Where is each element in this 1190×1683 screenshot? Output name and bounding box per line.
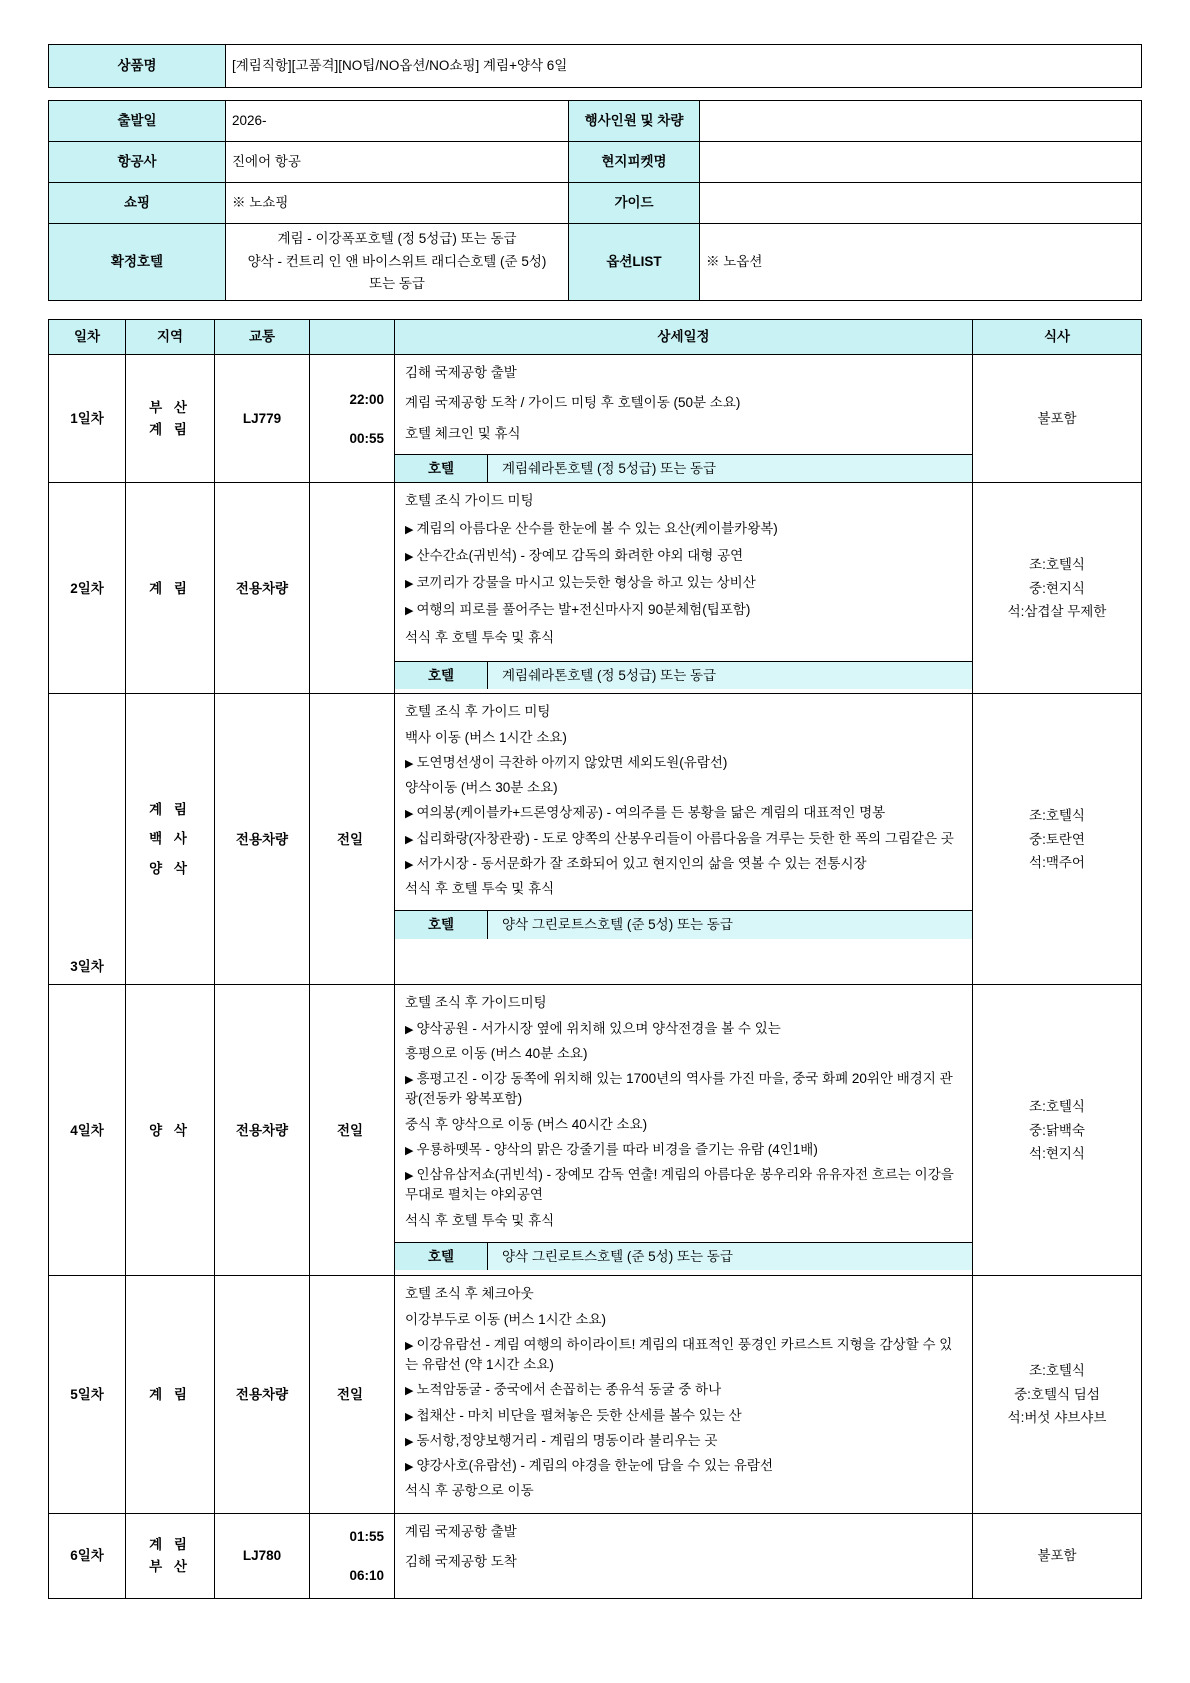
header-meal: 식사 [973,320,1142,355]
product-table [48,44,1142,88]
picket-value [700,142,1142,183]
detail-line: 석식 후 호텔 투숙 및 휴식 [405,629,555,645]
itinerary-header-row [49,320,1142,355]
meal-line: 중:호텔식 딤섬 [1014,1386,1100,1402]
area-label: 백 사 [149,831,191,847]
detail-line: ▶ 우룡하뗏목 - 양삭의 맑은 강줄기를 따라 비경을 즐기는 유람 (4인1배) [405,1140,962,1160]
transport-cell: 전용차량 [215,483,310,694]
transport-cell: LJ780 [215,1513,310,1598]
hotel-label: 확정호텔 [49,224,226,301]
meal-cell [973,1276,1142,1513]
detail-line: 호텔 조식 후 가이드미팅 [405,995,547,1011]
detail-line: 계림 국제공항 출발 [405,1523,517,1539]
shopping-value: ※ 노쇼핑 [226,183,569,224]
meal-line: 석:현지식 [1029,1146,1085,1162]
detail-line: 석식 후 공항으로 이동 [405,1483,534,1499]
header-area: 지역 [126,320,215,355]
meal-line: 조:호텔식 [1029,1098,1085,1114]
detail-line: 김해 국제공항 출발 [405,365,517,380]
meal-cell [973,694,1142,985]
detail-line: 호텔 조식 후 가이드 미팅 [405,704,551,720]
detail-line: ▶ 서가시장 - 동서문화가 잘 조화되어 있고 현지인의 삶을 엿볼 수 있는 전통시장 [405,854,962,874]
hotel-row [395,454,972,483]
detail-cell [395,1513,973,1598]
picket-label: 현지피켓명 [569,142,700,183]
detail-line: 중식 후 양삭으로 이동 (버스 40시간 소요) [405,1116,648,1132]
itinerary-body [49,355,1142,1599]
area-label: 계 림 [149,421,191,437]
meal-line: 불포함 [1037,1547,1077,1563]
time-cell [310,1513,395,1598]
meal-line: 조:호텔식 [1029,807,1085,823]
hotel-row-label: 호텔 [395,662,488,690]
area-cell [126,1513,215,1598]
guide-value [700,183,1142,224]
itinerary-day-row [49,355,1142,483]
meal-line: 조:호텔식 [1029,556,1085,572]
product-row [49,45,1142,88]
meal-line: 석:버섯 샤브샤브 [1007,1410,1107,1426]
area-label: 계 림 [149,580,191,596]
transport-cell: 전용차량 [215,694,310,985]
guide-label: 가이드 [569,183,700,224]
area-label: 양 삭 [149,1122,191,1138]
meal-line: 중:현지식 [1029,580,1085,596]
meal-cell [973,985,1142,1276]
detail-line: 호텔 조식 후 체크아웃 [405,1286,534,1302]
detail-line: 석식 후 호텔 투숙 및 휴식 [405,1212,555,1228]
detail-line: ▶ 인삼유삼저쇼(귀빈석) - 장예모 감독 연출! 계림의 아름다운 봉우리와 유유자전 흐르는 이강을 무대로 펼치는 야외공연 [405,1165,962,1206]
hotel-line-3: 또는 동급 [369,276,425,292]
airline-value: 진에어 항공 [226,142,569,183]
itinerary-day-row [49,1276,1142,1513]
detail-line: 양삭이동 (버스 30분 소요) [405,780,558,796]
product-value: [계림직항][고품격][NO팁/NO옵션/NO쇼핑] 계림+양삭 6일 [226,45,1142,88]
meal-line: 석:맥주어 [1029,855,1085,871]
transport-cell: LJ779 [215,355,310,483]
detail-lines [395,355,972,454]
detail-cell [395,355,973,483]
detail-line: 석식 후 호텔 투숙 및 휴식 [405,881,555,897]
detail-cell [395,694,973,985]
detail-line: ▶ 양삭공원 - 서가시장 옆에 위치해 있으며 양삭전경을 볼 수 있는 [405,1019,962,1039]
detail-line: ▶ 여의봉(케이블카+드론영상제공) - 여의주를 든 봉황을 닮은 계림의 대표적인 명봉 [405,803,962,823]
time-cell: 전일 [310,985,395,1276]
area-cell [126,483,215,694]
time-value: 01:55 [349,1528,384,1544]
area-cell [126,355,215,483]
transport-cell: 전용차량 [215,1276,310,1513]
meal-cell [973,483,1142,694]
area-label: 부 산 [149,400,191,416]
departure-label: 출발일 [49,101,226,142]
departure-value: 2026- [226,101,569,142]
meal-line: 중:닭백숙 [1029,1122,1085,1138]
meal-line: 조:호텔식 [1029,1363,1085,1378]
area-cell [126,694,215,985]
detail-lines [395,694,972,910]
itinerary-table [48,319,1142,1599]
itinerary-day-row [49,1513,1142,1598]
info-row-shopping [49,183,1142,224]
info-table [48,100,1142,301]
detail-line: ▶ 여행의 피로를 풀어주는 발+전신마사지 90분체험(팁포함) [405,600,962,620]
day-number: 2일차 [49,483,126,694]
detail-lines [395,1276,972,1512]
option-label: 옵션LIST [569,224,700,301]
info-row-departure [49,101,1142,142]
day-number: 6일차 [49,1513,126,1598]
detail-line: ▶ 흥평고진 - 이강 동쪽에 위치해 있는 1700년의 역사를 가진 마을, 중국 화폐 20위안 배경지 관광(전동카 왕복포함) [405,1069,962,1110]
hotel-row-label: 호텔 [395,455,488,483]
time-cell: 전일 [310,1276,395,1513]
detail-line: ▶ 십리화랑(자창관광) - 도로 양쪽의 산봉우리들이 아름다움을 겨루는 듯한 한 폭의 그림같은 곳 [405,829,962,849]
day-number: 3일차 [49,694,126,985]
time-value: 06:10 [349,1567,384,1583]
spacer-2 [48,301,1142,319]
meal-line: 불포함 [1037,410,1077,426]
hotel-line-2: 양삭 - 컨트리 인 앤 바이스위트 래디슨호텔 (준 5성) [247,253,547,269]
hotel-row [395,1242,972,1271]
hotel-row-value: 양삭 그린로트스호텔 (준 5성) 또는 동급 [488,911,972,939]
detail-line: 흥평으로 이동 (버스 40분 소요) [405,1045,588,1061]
detail-line: 이강부두로 이동 (버스 1시간 소요) [405,1311,607,1327]
detail-lines [395,483,972,661]
detail-cell [395,1276,973,1513]
meal-line: 중:토란연 [1029,831,1085,847]
time-value: 00:55 [349,430,384,446]
detail-line: 계림 국제공항 도착 / 가이드 미팅 후 호텔이동 (50분 소요) [405,395,741,411]
detail-line: ▶ 이강유람선 - 계림 여행의 하이라이트! 계림의 대표적인 풍경인 카르스트 지형을 감상할 수 있는 유람선 (약 1시간 소요) [405,1335,962,1376]
detail-line: ▶ 도연명선생이 극찬하 아끼지 않았면 세외도원(유람선) [405,753,962,773]
people-label: 행사인원 및 차량 [569,101,700,142]
detail-cell [395,483,973,694]
hotel-line-1: 계림 - 이강폭포호텔 (정 5성급) 또는 동급 [277,230,517,246]
day-number: 1일차 [49,355,126,483]
info-row-airline [49,142,1142,183]
detail-line: ▶ 첩채산 - 마치 비단을 펼쳐놓은 듯한 산세를 볼수 있는 산 [405,1406,962,1426]
meal-line: 석:삼겹살 무제한 [1007,604,1107,620]
option-value: ※ 노옵션 [700,224,1142,301]
detail-line: 김해 국제공항 도착 [405,1553,517,1569]
header-detail: 상세일정 [395,320,973,355]
detail-line: ▶ 계림의 아름다운 산수를 한눈에 볼 수 있는 요산(케이블카왕복) [405,519,962,539]
hotel-row-value: 양삭 그린로트스호텔 (준 5성) 또는 동급 [488,1243,972,1271]
area-cell [126,985,215,1276]
detail-line: ▶ 코끼리가 강물을 마시고 있는듯한 형상을 하고 있는 상비산 [405,573,962,593]
detail-line: 호텔 조식 가이드 미팅 [405,493,534,509]
meal-cell [973,355,1142,483]
product-label: 상품명 [49,45,226,88]
header-day: 일차 [49,320,126,355]
spacer-1 [48,88,1142,100]
detail-line: ▶ 동서항,정양보행거리 - 계림의 명동이라 불리우는 곳 [405,1431,962,1451]
header-transport: 교통 [215,320,310,355]
airline-label: 항공사 [49,142,226,183]
hotel-row-label: 호텔 [395,1243,488,1271]
detail-line: ▶ 노적암동굴 - 중국에서 손꼽히는 종유석 동굴 중 하나 [405,1380,962,1400]
time-cell: 전일 [310,694,395,985]
shopping-label: 쇼핑 [49,183,226,224]
day-number: 4일차 [49,985,126,1276]
transport-cell: 전용차량 [215,985,310,1276]
detail-line: ▶ 산수간쇼(귀빈석) - 장예모 감독의 화려한 야외 대형 공연 [405,546,962,566]
hotel-value [226,224,569,301]
hotel-row-value: 계림쉐라톤호텔 (정 5성급) 또는 동급 [488,455,972,483]
hotel-row-value: 계림쉐라톤호텔 (정 5성급) 또는 동급 [488,662,972,690]
itinerary-day-row [49,694,1142,985]
day-number: 5일차 [49,1276,126,1513]
detail-lines [395,985,972,1242]
area-label: 양 삭 [149,861,191,877]
area-label: 계 림 [149,801,191,817]
people-value [700,101,1142,142]
detail-line: ▶ 양강사호(유람선) - 계림의 야경을 한눈에 담을 수 있는 유람선 [405,1456,962,1476]
hotel-row-label: 호텔 [395,911,488,939]
hotel-row [395,661,972,690]
detail-cell [395,985,973,1276]
time-cell [310,355,395,483]
area-label: 계 림 [149,1537,191,1553]
detail-line: 백사 이동 (버스 1시간 소요) [405,729,567,745]
time-value: 22:00 [349,391,384,407]
detail-lines [395,1514,972,1583]
area-cell [126,1276,215,1513]
hotel-row [395,910,972,939]
itinerary-day-row [49,483,1142,694]
info-row-hotel [49,224,1142,301]
time-cell [310,483,395,694]
header-time-spacer [310,320,395,355]
itinerary-day-row [49,985,1142,1276]
area-label: 계 림 [149,1386,191,1402]
detail-line: 호텔 체크인 및 휴식 [405,425,521,441]
meal-cell [973,1513,1142,1598]
area-label: 부 산 [149,1558,191,1574]
